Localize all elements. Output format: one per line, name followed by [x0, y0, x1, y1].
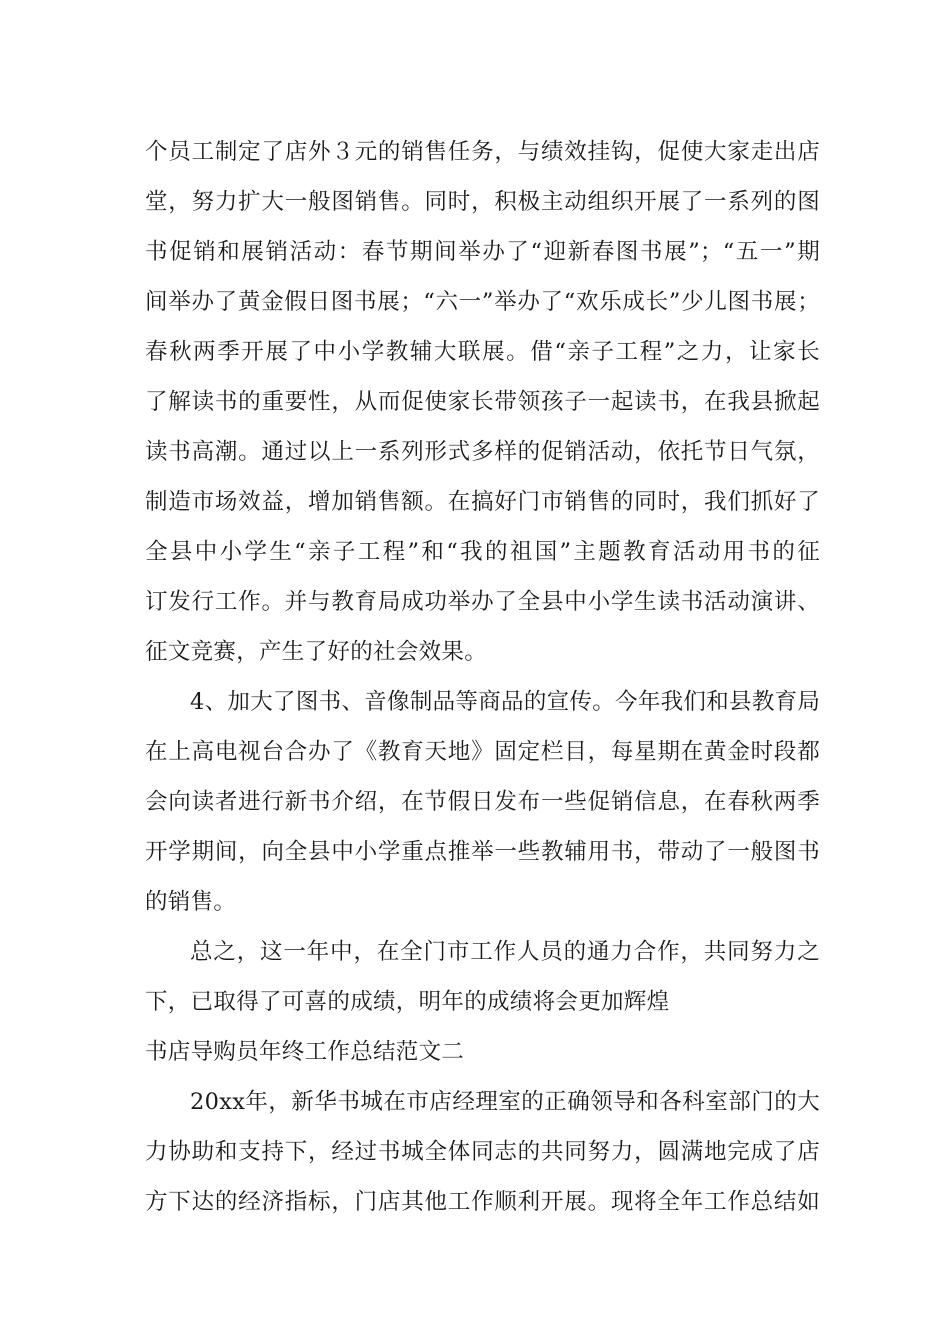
- text-line: 个员工制定了店外３元的销售任务，与绩效挂钩，促使大家走出店: [145, 139, 820, 165]
- body-text: [145, 127, 820, 1227]
- text-line: 了解读书的重要性，从而促使家长带领孩子一起读书，在我县掀起: [145, 389, 820, 415]
- text-line: 在上高电视台合办了《教育天地》固定栏目，每星期在黄金时段都: [145, 739, 820, 765]
- paragraph-start-line: 20xx年，新华书城在市店经理室的正确领导和各科室部门的大: [190, 1089, 820, 1115]
- text-line: 会向读者进行新书介绍，在节假日发布一些促销信息，在春秋两季: [145, 789, 820, 815]
- paragraph-start-line: 4、加大了图书、音像制品等商品的宣传。今年我们和县教育局: [190, 689, 821, 715]
- text-line: 书促销和展销活动：春节期间举办了“迎新春图书展”；“五一”期: [145, 239, 820, 265]
- text-line: 方下达的经济指标，门店其他工作顺利开展。现将全年工作总结如: [145, 1189, 820, 1215]
- text-line: 全县中小学生“亲子工程”和“我的祖国”主题教育活动用书的征: [145, 539, 820, 565]
- text-line: 堂，努力扩大一般图销售。同时，积极主动组织开展了一系列的图: [145, 189, 820, 215]
- text-line: 的销售。: [145, 889, 237, 915]
- text-line: 力协助和支持下，经过书城全体同志的共同努力，圆满地完成了店: [145, 1139, 820, 1165]
- text-line: 间举办了黄金假日图书展；“六一”举办了“欢乐成长”少儿图书展；: [145, 289, 820, 315]
- text-line: 下，已取得了可喜的成绩，明年的成绩将会更加辉煌: [145, 989, 670, 1015]
- section-heading: 书店导购员年终工作总结范文二: [145, 1039, 465, 1065]
- text-line: 订发行工作。并与教育局成功举办了全县中小学生读书活动演讲、: [145, 589, 820, 615]
- text-line: 开学期间，向全县中小学重点推举一些教辅用书，带动了一般图书: [145, 839, 820, 865]
- text-line: 读书高潮。通过以上一系列形式多样的促销活动，依托节日气氛，: [145, 439, 820, 465]
- text-line: 制造市场效益，增加销售额。在搞好门市销售的同时，我们抓好了: [145, 489, 820, 515]
- text-line: 征文竞赛，产生了好的社会效果。: [145, 639, 488, 665]
- text-line: 春秋两季开展了中小学教辅大联展。借“亲子工程”之力，让家长: [145, 339, 820, 365]
- paragraph-start-line: 总之，这一年中，在全门市工作人员的通力合作，共同努力之: [190, 939, 820, 965]
